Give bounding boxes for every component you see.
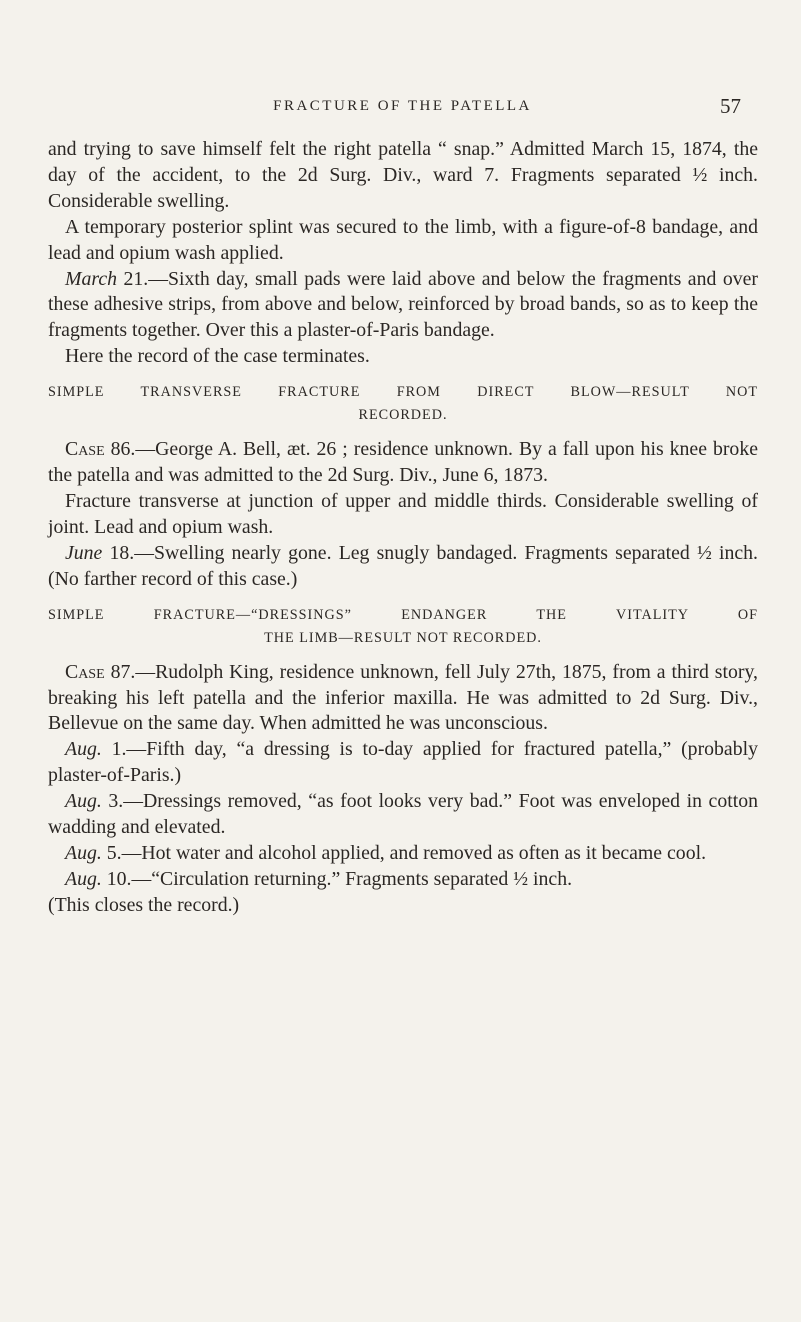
paragraph-march-21: March 21.—Sixth day, small pads were laid above and below the fragments and over these adhesive strips, from above and below, reinforced by broad bands, so as to keep the fragments together. Over this a plaster-of-Paris bandage. bbox=[48, 267, 758, 342]
page-number: 57 bbox=[720, 94, 741, 118]
paragraph-aug-5: Aug. 5.—Hot water and alcohol applied, and removed as often as it became cool. bbox=[65, 841, 707, 864]
paragraph-continuation: and trying to save himself felt the right patella “ snap.” Admitted March 15, 1874, the day of the accident, to the 2d Surg. Div., ward 7. Fragments separated ½ inch. Considerable swelling. bbox=[48, 138, 758, 212]
paragraph-fracture: Fracture transverse at junction of upper and middle thirds. Considerable swelling of joint. Lead and opium wash. bbox=[48, 489, 758, 538]
paragraph-splint: A temporary posterior splint was secured to the limb, with a figure-of-8 bandage, and lead and opium wash applied. bbox=[48, 215, 758, 264]
case-label: Case bbox=[65, 438, 105, 461]
date-label: Aug. bbox=[65, 841, 102, 864]
running-title: FRACTURE OF THE PATELLA bbox=[273, 98, 532, 114]
heading-line: THE LIMB—RESULT NOT RECORDED. bbox=[264, 629, 542, 646]
section-heading-1 bbox=[48, 381, 758, 427]
running-head bbox=[48, 96, 757, 120]
section-heading-2 bbox=[48, 604, 758, 650]
paragraph-june-18: June 18.—Swelling nearly gone. Leg snugly bandaged. Fragments separated ½ inch. (No farther record of this case.) bbox=[48, 541, 758, 590]
case-label: Case bbox=[65, 660, 105, 683]
date-label: March bbox=[65, 267, 118, 290]
paragraph-record-ends: Here the record of the case terminates. bbox=[65, 345, 370, 368]
date-label: Aug. bbox=[65, 867, 102, 890]
heading-line: RECORDED. bbox=[358, 407, 448, 424]
paragraph-aug-10: Aug. 10.—“Circulation returning.” Fragments separated ½ inch. bbox=[65, 867, 573, 890]
body-text bbox=[48, 137, 758, 919]
paragraph-aug-1: Aug. 1.—Fifth day, “a dressing is to-day applied for fractured patella,” (probably plaster-of-Paris.) bbox=[48, 738, 758, 787]
date-label: Aug. bbox=[65, 790, 102, 813]
paragraph-closing: (This closes the record.) bbox=[48, 893, 240, 916]
date-label: Aug. bbox=[65, 738, 102, 761]
paragraph-case-87: Case 87.—Rudolph King, residence unknown, fell July 27th, 1875, from a third story, breaking his left patella and the inferior maxilla. He was admitted to 2d Surg. Div., Bellevue on the same day. When admitted he was unconscious. bbox=[48, 660, 758, 735]
paragraph-case-86: Case 86.—George A. Bell, æt. 26 ; residence unknown. By a fall upon his knee broke the patella and was admitted to the 2d Surg. Div., June 6, 1873. bbox=[48, 438, 758, 487]
paragraph-aug-3: Aug. 3.—Dressings removed, “as foot looks very bad.” Foot was enveloped in cotton wadding and elevated. bbox=[48, 790, 758, 839]
heading-line: SIMPLE TRANSVERSE FRACTURE FROM DIRECT BLOW—RESULT NOT bbox=[48, 384, 758, 401]
date-label: June bbox=[65, 541, 103, 564]
heading-line: SIMPLE FRACTURE—“DRESSINGS” ENDANGER THE VITALITY OF bbox=[48, 606, 758, 623]
